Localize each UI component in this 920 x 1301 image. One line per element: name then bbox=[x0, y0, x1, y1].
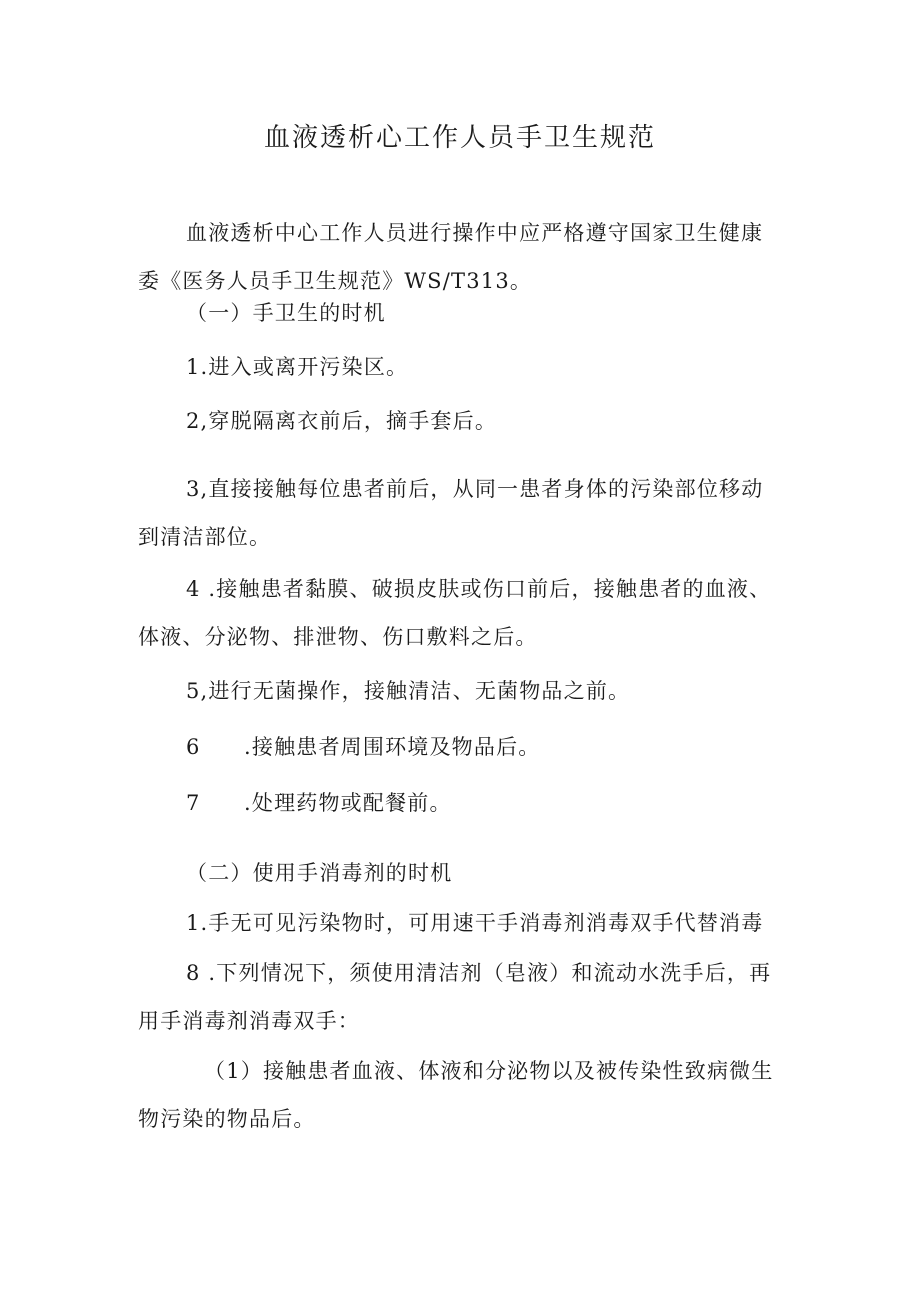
item-number: 7 bbox=[186, 791, 201, 815]
section-1-item-2: 2,穿脱隔离衣前后，摘手套后。 bbox=[186, 409, 498, 433]
section-2-heading: （二）使用手消毒剂的时机 bbox=[186, 861, 453, 885]
section-1-item-4-line-2: 体液、分泌物、排泄物、伤口敷料之后。 bbox=[138, 625, 538, 649]
intro-line-2: 委《医务人员手卫生规范》WS/T313。 bbox=[138, 269, 533, 293]
section-2-item-1: 1.手无可见污染物时，可用速干手消毒剂消毒双手代替消毒 bbox=[186, 911, 764, 935]
item-number: 6 bbox=[186, 735, 201, 759]
section-1-item-7 bbox=[186, 788, 452, 818]
item-text: .接触患者周围环境及物品后。 bbox=[244, 735, 541, 759]
section-2-item-3-line-2: 物污染的物品后。 bbox=[138, 1107, 316, 1131]
section-2-item-2-line-2: 用手消毒剂消毒双手： bbox=[138, 1009, 360, 1033]
section-1-item-3-line-1: 3,直接接触每位患者前后，从同一患者身体的污染部位移动 bbox=[186, 477, 764, 501]
section-1-item-1: 1.进入或离开污染区。 bbox=[186, 355, 409, 379]
section-1-item-5: 5,进行无菌操作，接触清洁、无菌物品之前。 bbox=[186, 679, 631, 703]
document-title: 血液透析心工作人员手卫生规范 bbox=[263, 123, 656, 153]
intro-line-1: 血液透析中心工作人员进行操作中应严格遵守国家卫生健康 bbox=[186, 221, 764, 245]
section-2-item-2-line-1: 8 .下列情况下，须使用清洁剂（皂液）和流动水洗手后，再 bbox=[186, 961, 772, 985]
item-text: .处理药物或配餐前。 bbox=[244, 791, 452, 815]
section-2-item-3-line-1: （1）接触患者血液、体液和分泌物以及被传染性致病微生 bbox=[204, 1059, 774, 1083]
section-1-item-3-line-2: 到清洁部位。 bbox=[138, 525, 272, 549]
section-1-item-6 bbox=[186, 732, 540, 762]
section-1-item-4-line-1: 4 .接触患者黏膜、破损皮肤或伤口前后，接触患者的血液、 bbox=[186, 577, 772, 601]
section-1-heading: （一）手卫生的时机 bbox=[186, 301, 386, 325]
